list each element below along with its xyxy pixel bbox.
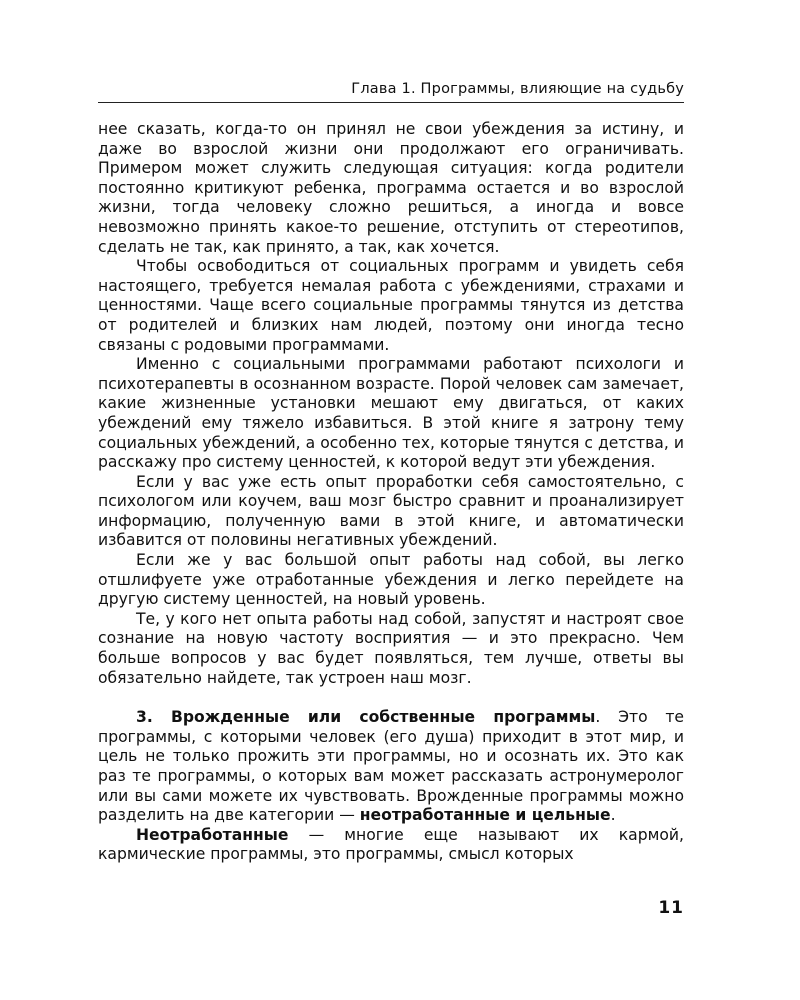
paragraph-8-text: — многие еще называют их кармой, кармические программы, это программы, смысл которых — [98, 825, 684, 864]
paragraph-7 — [98, 708, 684, 826]
paragraph-4: Если у вас уже есть опыт проработки себя самостоятельно, с психологом или коучем, ваш мозг быстро сравнит и проанализирует информацию, полученную вами в этой книге, и автоматически избавится от половины негативных убеждений. — [98, 472, 684, 550]
paragraph-1: нее сказать, когда-то он принял не свои убеждения за истину, и даже во взрослой жизни они продолжают его ограничивать. Примером может служить следующая ситуация: когда родители постоянно критикуют ребенка, программа остается и во взрослой жизни, тогда человеку сложно решиться, а иногда и вовсе невозможно принять какое-то решение, отступить от стереотипов, сделать не так, как принято, а так, как хочется. — [98, 120, 684, 256]
paragraph-5: Если же у вас большой опыт работы над собой, вы легко отшлифуете уже отработанные убеждения и легко перейдете на другую систему ценностей, на новый уровень. — [98, 551, 684, 609]
page-number: 11 — [658, 898, 684, 918]
paragraph-8 — [98, 826, 684, 865]
running-title: Глава 1. Программы, влияющие на судьбу — [351, 81, 684, 97]
running-header — [98, 80, 684, 103]
paragraph-7-text: . Это те программы, с которыми человек (его душа) приходит в этот мир, и цель не только прожить эти программы, но и осознать их. Это как раз те программы, о которых вам может рассказать астронумеролог или вы сами можете их чувствовать. Врожденные программы можно разделить на две категории — — [98, 708, 685, 825]
paragraph-7-bold-end: неотработанные и цельные — [359, 806, 611, 825]
paragraph-6: Те, у кого нет опыта работы над собой, запустят и настроят свое сознание на новую частоту восприятия — и это прекрасно. Чем больше вопросов у вас будет появляться, тем лучше, ответы вы обязательно найдете, так устроен наш мозг. — [98, 609, 684, 687]
paragraph-7-end: . — [610, 806, 616, 825]
term-neotrabotannye: Неотработанные — [136, 825, 289, 844]
section-heading: 3. Врожденные или собственные программы — [136, 708, 596, 727]
page-body — [98, 120, 684, 865]
paragraph-3: Именно с социальными программами работают психологи и психотерапевты в осознанном возрасте. Порой человек сам замечает, какие жизненные установки мешают ему двигаться, от каких убеждений ему тяжело избавиться. В этой книге я затрону тему социальных убеждений, а особенно тех, которые тянутся с детства, и расскажу про систему ценностей, к которой ведут эти убеждения. — [98, 355, 684, 472]
paragraph-2: Чтобы освободиться от социальных программ и увидеть себя настоящего, требуется немалая работа с убеждениями, страхами и ценностями. Чаще всего социальные программы тянутся из детства от родителей и близких нам людей, поэтому они иногда тесно связаны с родовыми программами. — [98, 257, 684, 354]
